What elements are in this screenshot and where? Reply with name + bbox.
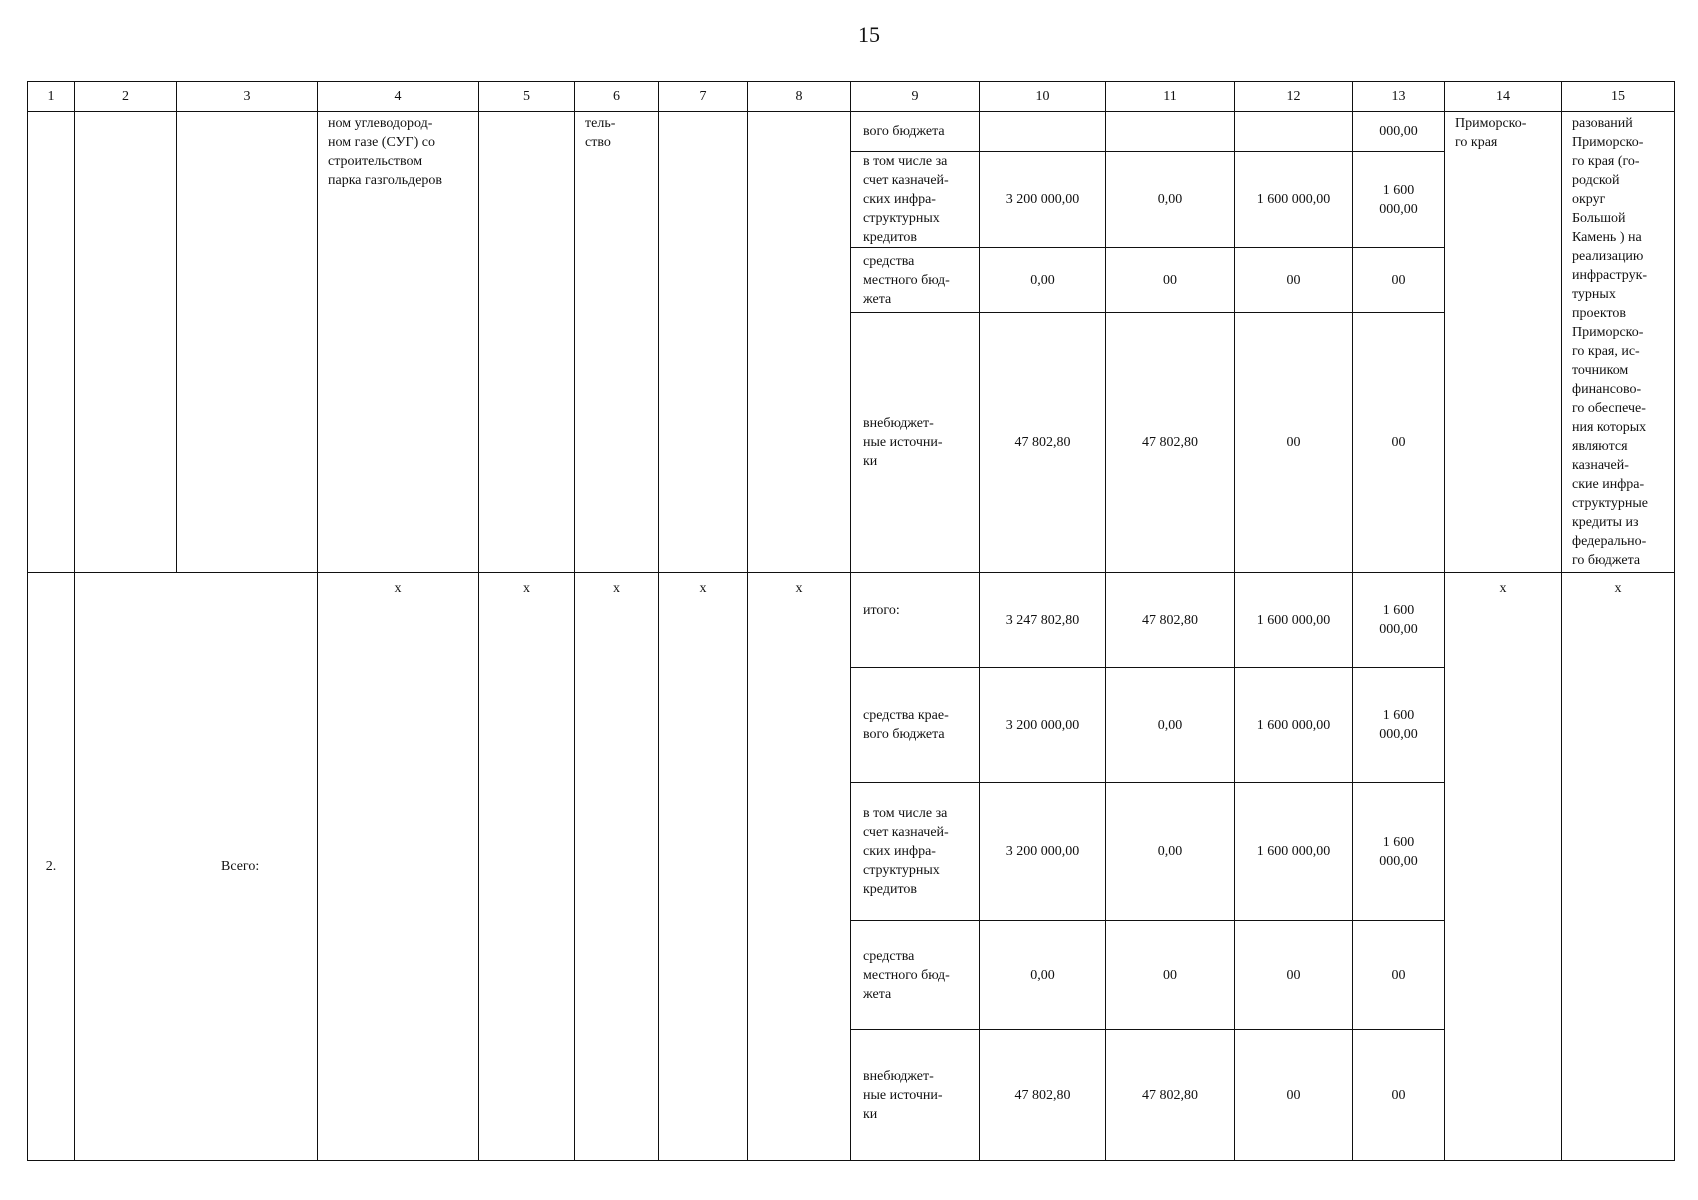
- column-header: 3: [177, 82, 318, 112]
- financing-table: [27, 81, 1675, 1161]
- funding-source-label: внебюджет- ные источни- ки: [851, 1030, 980, 1161]
- column-header: 14: [1445, 82, 1562, 112]
- value-cell: 00: [1106, 248, 1235, 313]
- value-cell: 00: [1235, 921, 1353, 1030]
- value-cell: 47 802,80: [1106, 1030, 1235, 1161]
- funding-source-label: средства местного бюд- жета: [851, 921, 980, 1030]
- value-cell: 1 600 000,00: [1235, 783, 1353, 921]
- value-cell: 0,00: [980, 248, 1106, 313]
- value-cell: 47 802,80: [980, 313, 1106, 573]
- total-label: Всего:: [75, 573, 318, 1161]
- value-cell: [980, 112, 1106, 152]
- column-header: 15: [1562, 82, 1675, 112]
- column-header: 9: [851, 82, 980, 112]
- value-cell: 0,00: [980, 921, 1106, 1030]
- cell-empty: [75, 112, 177, 573]
- cell-empty: [28, 112, 75, 573]
- value-cell: 3 247 802,80: [980, 573, 1106, 668]
- value-cell: 0,00: [1106, 668, 1235, 783]
- x-mark: x: [659, 573, 748, 1161]
- table-row: [28, 112, 1675, 152]
- value-cell: 00: [1353, 921, 1445, 1030]
- value-cell: 1 600 000,00: [1235, 573, 1353, 668]
- column-header: 4: [318, 82, 479, 112]
- value-cell: 1 600 000,00: [1353, 152, 1445, 248]
- value-cell: 00: [1235, 1030, 1353, 1161]
- funding-source-label: вого бюджета: [851, 112, 980, 152]
- x-mark: x: [1562, 573, 1675, 1161]
- cell-empty: [479, 112, 575, 573]
- column-number-row: [28, 82, 1675, 112]
- x-mark: x: [748, 573, 851, 1161]
- value-cell: [1235, 112, 1353, 152]
- funding-source-label: итого:: [851, 573, 980, 668]
- column-header: 10: [980, 82, 1106, 112]
- table-row: [28, 573, 1675, 668]
- column-header: 13: [1353, 82, 1445, 112]
- funding-source-label: в том числе за счет казначей- ских инфра- структурных кредитов: [851, 152, 980, 248]
- value-cell: 47 802,80: [980, 1030, 1106, 1161]
- value-cell: 00: [1353, 1030, 1445, 1161]
- cell-empty: [748, 112, 851, 573]
- column-header: 12: [1235, 82, 1353, 112]
- x-mark: x: [479, 573, 575, 1161]
- value-cell: 0,00: [1106, 152, 1235, 248]
- measure-name-cell: ном углеводород- ном газе (СУГ) со строительством парка газгольдеров: [318, 112, 479, 573]
- value-cell: 00: [1106, 921, 1235, 1030]
- value-cell: 0,00: [1106, 783, 1235, 921]
- value-cell: 1 600 000,00: [1353, 783, 1445, 921]
- value-cell: 1 600 000,00: [1353, 668, 1445, 783]
- responsible-cell: Приморско- го края: [1445, 112, 1562, 573]
- value-cell: 00: [1353, 248, 1445, 313]
- funding-source-label: внебюджет- ные источни- ки: [851, 313, 980, 573]
- value-cell: 3 200 000,00: [980, 152, 1106, 248]
- cell-empty: [177, 112, 318, 573]
- value-cell: 47 802,80: [1106, 313, 1235, 573]
- column-header: 11: [1106, 82, 1235, 112]
- funding-source-label: средства крае- вого бюджета: [851, 668, 980, 783]
- type-cell: тель- ство: [575, 112, 659, 573]
- value-cell: 1 600 000,00: [1235, 668, 1353, 783]
- value-cell: 3 200 000,00: [980, 783, 1106, 921]
- row-number: 2.: [28, 573, 75, 1161]
- column-header: 5: [479, 82, 575, 112]
- value-cell: 47 802,80: [1106, 573, 1235, 668]
- value-cell: 1 600 000,00: [1353, 573, 1445, 668]
- value-cell: 00: [1235, 248, 1353, 313]
- value-cell: 000,00: [1353, 112, 1445, 152]
- page-number: 15: [858, 22, 880, 47]
- cell-empty: [659, 112, 748, 573]
- funding-source-label: в том числе за счет казначей- ских инфра- структурных кредитов: [851, 783, 980, 921]
- x-mark: x: [318, 573, 479, 1161]
- value-cell: 00: [1353, 313, 1445, 573]
- column-header: 8: [748, 82, 851, 112]
- x-mark: x: [575, 573, 659, 1161]
- value-cell: 3 200 000,00: [980, 668, 1106, 783]
- note-cell: разований Приморско- го края (го- родской округ Большой Камень ) на реализацию инфраструк- турных проектов Приморско- го края, ис- точником финансово- го обеспече- ния которых являются казначей- ские инфра- структурные кредиты из федерально- го бюджета: [1562, 112, 1675, 573]
- column-header: 6: [575, 82, 659, 112]
- column-header: 2: [75, 82, 177, 112]
- x-mark: x: [1445, 573, 1562, 1161]
- column-header: 7: [659, 82, 748, 112]
- value-cell: 00: [1235, 313, 1353, 573]
- column-header: 1: [28, 82, 75, 112]
- value-cell: [1106, 112, 1235, 152]
- funding-source-label: средства местного бюд- жета: [851, 248, 980, 313]
- value-cell: 1 600 000,00: [1235, 152, 1353, 248]
